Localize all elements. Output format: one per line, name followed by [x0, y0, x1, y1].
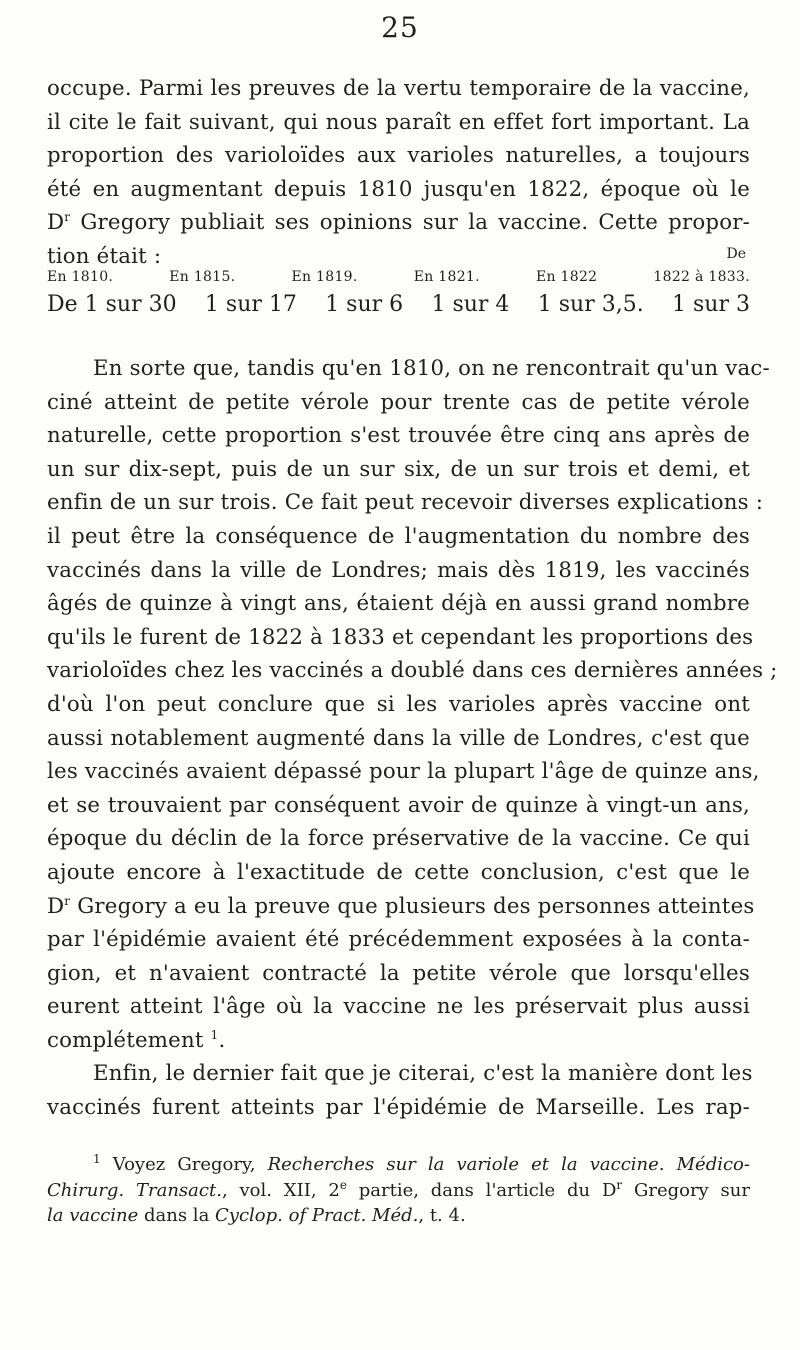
text-line: complétement $^1$. — [47, 1027, 226, 1053]
text-line: ajoute encore à l'exactitude de cette conclusion, c'est que le — [47, 859, 750, 885]
text-line: un sur dix-sept, puis de un sur six, de un sur trois et demi, et — [47, 456, 750, 482]
ratio-cell: 1 sur 4 — [431, 292, 510, 317]
text-line: ciné atteint de petite vérole pour trente cas de petite vérole — [47, 389, 750, 415]
text-line: vaccinés dans la ville de Londres; mais dès 1819, les vaccinés — [47, 557, 750, 583]
text-line: $D^r$ Gregory publiait ses opinions sur la vaccine. Cette propor- — [47, 210, 750, 236]
text-line: En sorte que, tandis qu'en 1810, on ne rencontrait qu'un vac- — [93, 356, 770, 381]
text-line: varioloïdes chez les vaccinés a doublé dans ces dernières années ; — [47, 658, 778, 684]
footnote-line: $^1$ Voyez Gregory, Recherches sur la variole et la vaccine. Médico- — [93, 1152, 750, 1175]
year-cell: 1822 à 1833. — [653, 269, 750, 285]
doctor-abbrev: $D^r$ — [47, 893, 71, 919]
paragraph-1 — [47, 72, 750, 274]
year-cell: En 1810. — [47, 269, 114, 285]
text-line: il peut être la conséquence de l'augmentation du nombre des — [47, 523, 750, 549]
ratio-table-de-label: De — [726, 246, 746, 262]
ratio-cell: De 1 sur 30 — [47, 292, 177, 317]
year-cell: En 1821. — [413, 269, 480, 285]
footnote-line: Chirurg. Transact., vol. XII, 2e partie, dans l'article du $D^r$ Gregory sur — [47, 1177, 750, 1201]
footnote-reference[interactable]: 1 — [210, 1027, 219, 1042]
text-line: qu'ils le furent de 1822 à 1833 et cependant les proportions des — [47, 624, 754, 650]
text-line: naturelle, cette proportion s'est trouvée être cinq ans après de — [47, 423, 750, 449]
text-line: et se trouvaient par conséquent avoir de quinze à vingt-un ans, — [47, 792, 750, 818]
ratio-cell: 1 sur 6 — [325, 292, 404, 317]
year-cell: En 1822 — [535, 269, 598, 285]
text-line: gion, et n'avaient contracté la petite vérole que lorsqu'elles — [47, 960, 750, 986]
text-line: été en augmentant depuis 1810 jusqu'en 1822, époque où le — [47, 176, 750, 202]
text-line: vaccinés furent atteints par l'épidémie de Marseille. Les rap- — [47, 1095, 750, 1121]
page-number: 25 — [381, 11, 419, 44]
doctor-abbrev: $D^r$ — [47, 210, 71, 236]
text-line: tion était : — [47, 243, 162, 269]
ratio-cell: 1 sur 3 — [672, 292, 750, 317]
text-line: Enfin, le dernier fait que je citerai, c'est la manière dont les — [93, 1061, 753, 1087]
footnote-line: la vaccine dans la Cyclop. of Pract. Méd., t. 4. — [47, 1205, 466, 1226]
footnote-marker: 1 — [93, 1152, 101, 1166]
text-line: âgés de quinze à vingt ans, étaient déjà en aussi grand nombre — [47, 591, 750, 617]
text-line: enfin de un sur trois. Ce fait peut recevoir diverses explications : — [47, 490, 764, 516]
text-line: eurent atteint l'âge où la vaccine ne les préservait plus aussi — [47, 994, 750, 1020]
year-cell: En 1815. — [169, 269, 236, 285]
text-line: $D^r$ Gregory a eu la preuve que plusieurs des personnes atteintes — [47, 893, 755, 919]
text-line: aussi notablement augmenté dans la ville de Londres, c'est que — [47, 725, 750, 751]
text-line: proportion des varioloïdes aux varioles naturelles, a toujours — [47, 143, 750, 169]
text-line: il cite le fait suivant, qui nous paraît en effet fort important. La — [47, 109, 750, 135]
footnote — [47, 1152, 750, 1229]
ratio-cell: 1 sur 17 — [204, 292, 297, 317]
text-line: par l'épidémie avaient été précédemment exposées à la conta- — [47, 927, 750, 953]
ratio-table-values — [47, 290, 750, 320]
ratio-table-years — [47, 268, 750, 286]
ratio-cell: 1 sur 3,5. — [537, 292, 644, 317]
year-cell: En 1819. — [291, 269, 358, 285]
text-line: époque du déclin de la force préservative de la vaccine. Ce qui — [47, 826, 750, 852]
text-line: occupe. Parmi les preuves de la vertu temporaire de la vaccine, — [47, 76, 750, 101]
text-line: d'où l'on peut conclure que si les varioles après vaccine ont — [47, 691, 750, 717]
text-line: les vaccinés avaient dépassé pour la plupart l'âge de quinze ans, — [47, 759, 760, 785]
paragraph-2 — [47, 352, 778, 1125]
